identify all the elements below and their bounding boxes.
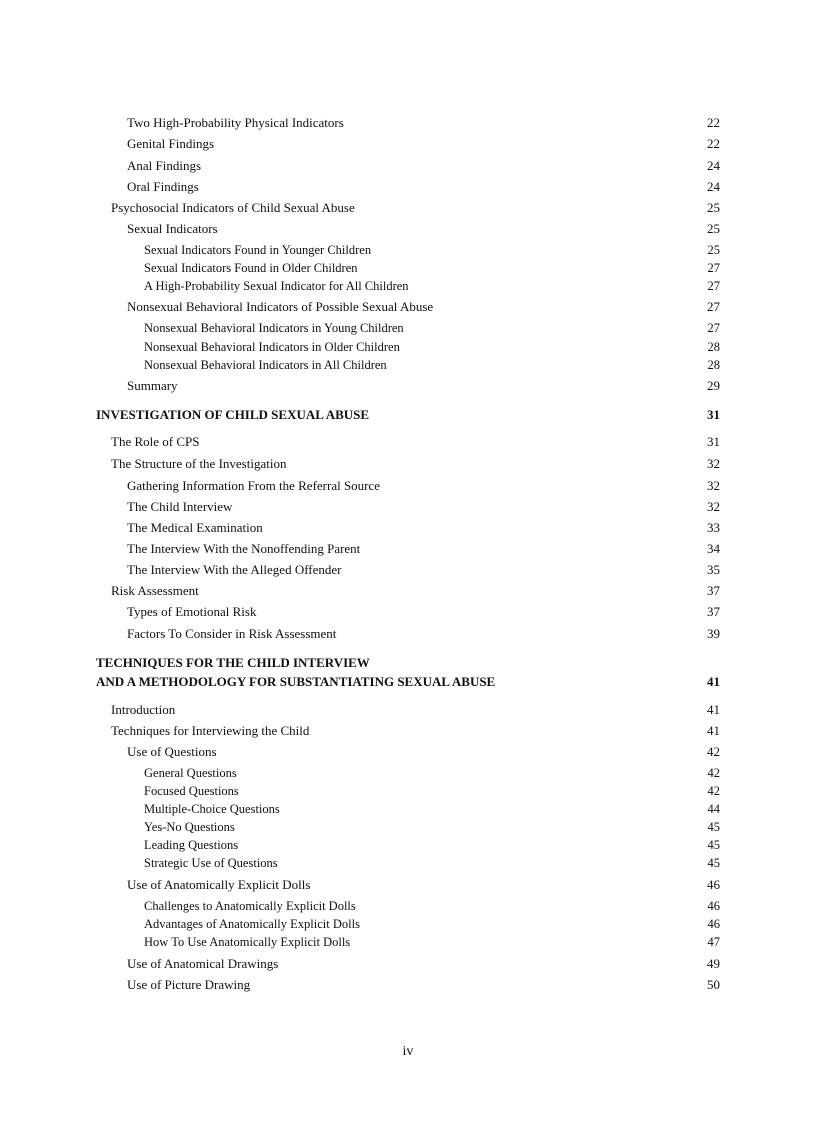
toc-entry-title: Use of Questions (127, 744, 217, 759)
toc-entry-page: 41 (707, 702, 720, 717)
toc-entry-page: 22 (707, 115, 720, 130)
toc-entry-page: 42 (707, 744, 720, 759)
toc-entry-page: 37 (707, 583, 720, 598)
toc-entry-page: 22 (707, 136, 720, 151)
toc-entry (127, 625, 720, 643)
toc-entry (144, 854, 720, 872)
toc-entry-title: Nonsexual Behavioral Indicators of Possible Sexual Abuse (127, 299, 434, 314)
toc-entry (144, 259, 720, 277)
toc-entry-title: Challenges to Anatomically Explicit Dolls (144, 899, 356, 913)
toc-entry-title: The Child Interview (127, 499, 233, 514)
toc-entry (127, 603, 720, 621)
toc-entry (127, 220, 720, 238)
toc-entry (144, 818, 720, 836)
toc-entry (144, 915, 720, 933)
toc-entry-page: 46 (707, 899, 720, 913)
toc-entry-page: 27 (707, 321, 720, 335)
toc-entry-page: 32 (707, 499, 720, 514)
toc-entry (111, 701, 720, 719)
toc-entry-title: Multiple-Choice Questions (144, 802, 280, 816)
toc-entry-title: The Medical Examination (127, 520, 263, 535)
toc-entry-title: Sexual Indicators Found in Older Children (144, 261, 358, 275)
toc-entry-title: Use of Anatomically Explicit Dolls (127, 877, 311, 892)
toc-entry-page: 27 (707, 279, 720, 293)
toc-entry-page: 29 (707, 378, 720, 393)
toc-entry (127, 955, 720, 973)
toc-entry-title: The Role of CPS (111, 434, 200, 449)
toc-entry (144, 836, 720, 854)
toc-chapter-heading (96, 654, 720, 672)
toc-entry (127, 377, 720, 395)
toc-entry-page: 24 (707, 158, 720, 173)
toc-entry-page: 27 (707, 299, 720, 314)
toc-entry-page: 32 (707, 478, 720, 493)
toc-entry-title: Oral Findings (127, 179, 199, 194)
toc-entry-title: AND A METHODOLOGY FOR SUBSTANTIATING SEXUAL ABUSE (96, 674, 496, 689)
toc-entry-title: The Interview With the Nonoffending Parent (127, 541, 361, 556)
toc-entry-page: 37 (707, 604, 720, 619)
toc-entry-title: Leading Questions (144, 838, 239, 852)
toc-entry-page: 27 (707, 261, 720, 275)
toc-entry-page: 42 (707, 766, 720, 780)
toc-entry-title: Gathering Information From the Referral Source (127, 478, 381, 493)
toc-entry-page: 33 (707, 520, 720, 535)
toc-entry-page: 31 (707, 407, 720, 422)
toc-chapter-heading (96, 406, 720, 424)
toc-entry-page: 32 (707, 456, 720, 471)
toc-entry (127, 114, 720, 132)
toc-entry-title: Factors To Consider in Risk Assessment (127, 626, 337, 641)
toc-entry-title: Techniques for Interviewing the Child (111, 723, 310, 738)
toc-entry (144, 319, 720, 337)
toc-entry-title: Sexual Indicators (127, 221, 218, 236)
toc-entry (127, 540, 720, 558)
toc-entry (144, 241, 720, 259)
page-number: iv (402, 1044, 414, 1059)
toc-entry (127, 298, 720, 316)
toc-entry (144, 764, 720, 782)
toc-entry-title: A High-Probability Sexual Indicator for All Children (144, 279, 409, 293)
toc-entry (144, 800, 720, 818)
toc-entry-title: TECHNIQUES FOR THE CHILD INTERVIEW (96, 655, 370, 670)
toc-entry-title: Yes-No Questions (144, 820, 235, 834)
toc-entry-page: 28 (707, 358, 720, 372)
toc-entry-title: How To Use Anatomically Explicit Dolls (144, 935, 351, 949)
toc-entry-page: 46 (707, 877, 720, 892)
toc-entry-title: Nonsexual Behavioral Indicators in Older Children (144, 340, 400, 354)
toc-entry-page: 39 (707, 626, 720, 641)
toc-entry-title: Summary (127, 378, 178, 393)
toc-entry-page: 28 (707, 340, 720, 354)
toc-entry (127, 743, 720, 761)
toc-entry-title: Strategic Use of Questions (144, 856, 278, 870)
toc-entry-title: The Structure of the Investigation (111, 456, 287, 471)
toc-entry-page: 34 (707, 541, 720, 556)
toc-entry (111, 455, 720, 473)
toc-entry (127, 561, 720, 579)
toc-entry-title: INVESTIGATION OF CHILD SEXUAL ABUSE (96, 407, 370, 422)
toc-entry-page: 47 (707, 935, 720, 949)
toc-entry (144, 897, 720, 915)
toc-entry-title: Use of Anatomical Drawings (127, 956, 279, 971)
toc-entry-page: 44 (707, 802, 720, 816)
toc-entry-page: 50 (707, 977, 720, 992)
toc-entry (144, 933, 720, 951)
toc-entry-title: Psychosocial Indicators of Child Sexual Abuse (111, 200, 355, 215)
toc-entry (127, 135, 720, 153)
toc-entry-page: 25 (707, 243, 720, 257)
toc-entry-page: 42 (707, 784, 720, 798)
toc-entry-title: Introduction (111, 702, 176, 717)
toc-entry (111, 582, 720, 600)
toc-entry (144, 277, 720, 295)
toc-entry-page: 41 (707, 723, 720, 738)
toc-entry (127, 477, 720, 495)
toc-entry-title: Risk Assessment (111, 583, 199, 598)
toc-entry-page: 24 (707, 179, 720, 194)
toc-chapter-heading (96, 673, 720, 691)
toc-entry (111, 433, 720, 451)
toc-entry-page: 46 (707, 917, 720, 931)
toc-entry-page: 45 (707, 820, 720, 834)
toc-entry (127, 157, 720, 175)
toc-entry (144, 782, 720, 800)
toc-entry (127, 498, 720, 516)
toc-entry-page: 45 (707, 856, 720, 870)
toc-entry-title: Sexual Indicators Found in Younger Children (144, 243, 372, 257)
toc-entry-title: Genital Findings (127, 136, 215, 151)
toc-entry-title: Anal Findings (127, 158, 202, 173)
toc-entry-title: Nonsexual Behavioral Indicators in Young Children (144, 321, 404, 335)
toc-entry (127, 178, 720, 196)
toc-entry-title: Advantages of Anatomically Explicit Dolls (144, 917, 360, 931)
toc-entry (111, 199, 720, 217)
toc-entry-page: 25 (707, 221, 720, 236)
toc-entry-title: Nonsexual Behavioral Indicators in All Children (144, 358, 387, 372)
toc-entry-title: Use of Picture Drawing (127, 977, 251, 992)
toc-entry-page: 45 (707, 838, 720, 852)
toc-entry (127, 876, 720, 894)
toc-entry-title: Types of Emotional Risk (127, 604, 257, 619)
toc-entry-page: 49 (707, 956, 720, 971)
toc-entry-title: The Interview With the Alleged Offender (127, 562, 342, 577)
toc-entry (127, 976, 720, 994)
toc-entry (127, 519, 720, 537)
toc-entry-page: 41 (707, 674, 720, 689)
toc-entry (144, 338, 720, 356)
toc-entry-title: General Questions (144, 766, 237, 780)
toc-entry-page: 25 (707, 200, 720, 215)
toc-entry-page: 35 (707, 562, 720, 577)
toc-entry-title: Two High-Probability Physical Indicators (127, 115, 344, 130)
toc-entry (111, 722, 720, 740)
toc-entry (144, 356, 720, 374)
toc-entry-page: 31 (707, 434, 720, 449)
toc-entry-title: Focused Questions (144, 784, 239, 798)
